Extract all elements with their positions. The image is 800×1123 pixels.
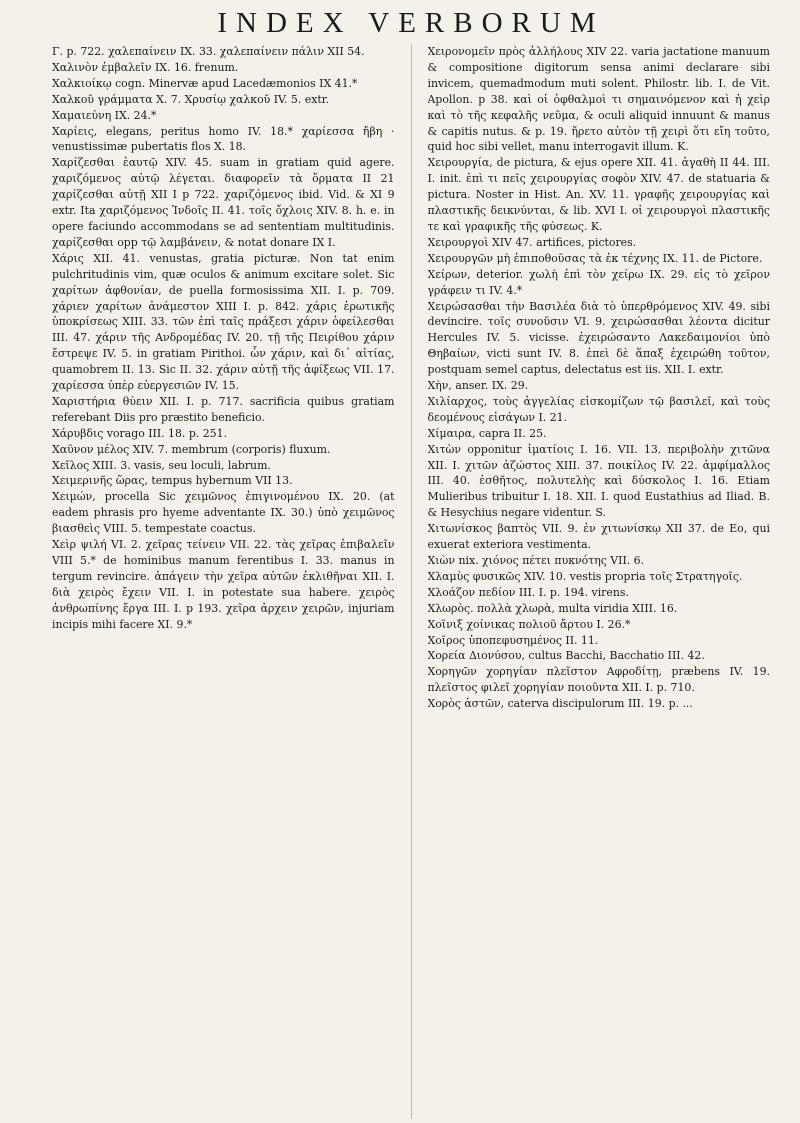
index-entry: Χορὸς ἀστῶν, caterva discipulorum III. 19. p. ... xyxy=(427,697,693,711)
left-column xyxy=(52,44,395,1119)
index-entry: Χαλκοῦ γράμματα X. 7. Χρυσίῳ χαλκοῦ IV. 5. extr. xyxy=(52,92,330,106)
index-entry: Χιλίαρχος, τοὺς ἀγγελίας εἰσκομίζων τῷ βασιλεῖ, καὶ τοὺς δεομένους εἰσάγων I. 21. xyxy=(427,394,770,424)
index-entry: Χειρώσασθαι τὴν Βασιλέα διὰ τὸ ὑπερθρόμενος XIV. 49. sibi devincire. τοῖς συνοῦσιν VI. 9. χειρώσασθαι λέοντα dicitur Hercules IV. 5. vicisse. ἐχειρώσαντο Λακεδαιμονίοι ὑπὸ Θηβαίων, victi sunt IV. 8. ἐπεὶ δὲ ἅπαξ ἐχειρώθη τοῦτον, postquam semel captus, delectatus est iis. XII. I. extr. xyxy=(427,299,770,377)
index-entry: Χιὼν nix. χιόνος πέτει πυκνότης VII. 6. xyxy=(427,554,645,567)
index-entry: Χαριστήρια θύειν XII. I. p. 717. sacrificia quibus gratiam referebant Diis pro præstito beneficio. xyxy=(52,394,395,424)
index-entry: Χαρίεις, elegans, peritus homo IV. 18.* χαρίεσσα ἤβη · venustissimæ pubertatis flos X. 18. xyxy=(52,124,395,154)
right-column xyxy=(428,44,771,1119)
index-entry: Χειρουργῶν μὴ ἐπιποθοῦσας τὰ ἐκ τέχνης IX. 11. de Pictore. xyxy=(427,251,763,265)
index-entry: Χαλκιοίκῳ cogn. Minervæ apud Lacedæmonios IX 41.* xyxy=(52,76,358,90)
index-entry: Χάρυβδις vorago III. 18. p. 251. xyxy=(52,426,227,440)
index-entry: Χαμαιεύνη IX. 24.* xyxy=(52,108,157,122)
index-entry: Χειρουργοὶ XIV 47. artifices, pictores. xyxy=(427,235,637,249)
index-entry: Χειμερινῆς ὥρας, tempus hybernum VII 13. xyxy=(52,474,293,488)
index-entry: Γ. p. 722. χαλεπαίνειν IX. 33. χαλεπαίνειν πάλιν XII 54. xyxy=(52,45,365,58)
index-entry: Χορηγῶν χορηγίαν πλεῖστον Αφροδίτῃ, præbens IV. 19. πλεῖστος φιλεῖ χορηγίαν ποιοῦντα XII. I. p. 710. xyxy=(427,665,770,695)
index-entry: Χιτὼν opponitur ἱματίοις I. 16. VII. 13. περιβολὴν χιτῶνα XII. I. χιτῶν ἀζώστος XIII. 37. ποικίλος IV. 22. ἀμφίμαλλος III. 40. ἐσθῆτος, πολυτελὴς καὶ δύσκολος I. 16. Etiam Mulieribus tribuitur I. 18. XII. I. quod Eustathius ad Iliad. B. & Hesychius negare videntur. S. xyxy=(427,442,770,520)
index-entry: Χείρων, deterior. χωλὴ ἐπὶ τὸν χείρω IX. 29. εἰς τὸ χεῖρον γράφειν τι IV. 4.* xyxy=(427,267,770,297)
index-entry: Χοῖνιξ χοίνικας πολιοῦ ἄρτου I. 26.* xyxy=(427,617,631,631)
running-header: INDEX VERBORUM xyxy=(217,7,605,39)
index-entry: Χίμαιρα, capra II. 25. xyxy=(427,426,547,440)
index-entry: Χάρις XII. 41. venustas, gratia picturæ. Non tat enim pulchritudinis vim, quæ oculos & animum excitare solet. Sic χαρίτων ἀφθονίαν, de puella formosissima XII. I. p. 709. χάριεν χαρίτων ἀνάμεστον XIII I. p. 842. χάρις ἐρωτικῆς ὑποκρίσεως XIII. 33. τῶν ἐπὶ ταῖς πράξεσι χάριν ὀφείλεσθαι III. 47. χάριν τῆς Ανδρομέδας IV. 20. τῇ τῆς Πειρίθου χάριν ἔστρεψε IV. 5. in gratiam Pirithoi. ὧν χάριν, καὶ δι᾽ αἰτίας, quamobrem II. 13. Sic II. 32. χάριν αὐτῇ τῆς ἀφίξεως VII. 17. χαρίεσσα ὑπὲρ εὐεργεσιῶν IV. 15. xyxy=(52,251,395,393)
index-entry: Χαρίζεσθαι ἑαυτῷ XIV. 45. suam in gratiam quid agere. χαριζόμενος αὐτῷ λέγεται. διαφορεῖν τὰ ὅρματα II 21 χαρίζεσθαι αὐτῇ XII I p 722. χαριζόμενος ibid. Vid. & XI 9 extr. Ita χαριζόμενος Ἰνδοῖς II. 41. τοῖς ὄχλοις XIV. 8. h. e. in opere faciundo accommodans se ad sententiam multitudinis. χαρίζεσθαι opp τῷ λαμβάνειν, & notat donare IX I. xyxy=(52,156,395,249)
two-column-body xyxy=(52,44,770,1119)
column-divider xyxy=(411,44,412,1119)
index-entry: Χειρουργία, de pictura, & ejus opere XII. 41. ἀγαθὴ II 44. III. I. init. ἐπὶ τι πεῖς χειρουργίας σοφὸν XIV. 47. de statuaria & pictura. Noster in Hist. An. XV. 11. γραφῆς χειρουργίας καὶ πλαστικῆς δεικνύνται, & lib. XVI I. οἱ χειρουργοὶ πλαστικῆς τε καὶ γραφικῆς τῆς φύσεως. K. xyxy=(427,156,770,233)
index-entry: Χὴν, anser. IX. 29. xyxy=(427,379,529,393)
index-entry: Χιτωνίσκος βαπτὸς VII. 9. ἐν χιτωνίσκῳ XII 37. de Eo, qui exuerat exteriora vestimenta. xyxy=(427,522,770,552)
index-entry: Χαλινὸν ἐμβαλεῖν IX. 16. frenum. xyxy=(52,60,239,74)
index-entry: Χειμών, procella Sic χειμῶνος ἐπιγινομένου IX. 20. (at eadem phrasis pro hyeme adventante IX. 30.) ὑπὸ χειμῶνος βιασθεὶς VIII. 5. tempestate coactus. xyxy=(52,490,395,536)
index-entry: Χειρονομεῖν πρὸς ἀλλήλους XIV 22. varia jactatione manuum & compositione digitorum sensa animi declarare sibi invicem, quemadmodum muti solent. Philostr. lib. I. de Vit. Apollon. p 38. καὶ οἱ ὀφθαλμοὶ τι σημαινόμενον καὶ ἡ χεὶρ καὶ τὸ τῆς κεφαλῆς νεῦμα, & oculi aliquid innuunt & manus & capitis nutus. & p. 19. ἤρετο αὐτὸν τῇ χειρὶ ὅτι εἴη τοῦτο, quid hoc sibi vellet, manu interrogavit illum. K. xyxy=(427,45,770,154)
index-entry: Χεῖλος XIII. 3. vasis, seu loculi, labrum. xyxy=(52,458,271,472)
index-entry: Χοῖρος ὑποπεφυσημένος II. 11. xyxy=(427,633,599,647)
index-entry: Χεὶρ ψιλή VI. 2. χεῖρας τείνειν VII. 22. τὰς χεῖρας ἐπιβαλεῖν VIII 5.* de hominibus manum ferentibus I. 33. manus in tergum revincire. ἀπάγειν τὴν χεῖρα αὐτῶν ἐκλιθῆναι XII. I. διὰ χειρὸς ἔχειν VII. I. in potestate sua habere. χειρὸς ἀνθρωπίνης ἔργα III. I. p 193. χεῖρα ἀρχειν χειρῶν, injuriam incipis mihi facere XI. 9.* xyxy=(52,538,395,631)
index-entry: Χλαμὺς φυσικῶς XIV. 10. vestis propria τοῖς Στρατηγοῖς. xyxy=(427,569,743,583)
index-entry: Χορεία Διονύσου, cultus Bacchi, Bacchatio III. 42. xyxy=(427,649,705,663)
index-entry: Χλωρὸς. πολλὰ χλωρὰ, multa viridia XIII. 16. xyxy=(427,601,678,615)
index-entry: Χαῦνον μέλος XIV. 7. membrum (corporis) fluxum. xyxy=(52,442,331,456)
index-entry: Χλοάζον πεδίον III. I. p. 194. virens. xyxy=(427,585,629,599)
